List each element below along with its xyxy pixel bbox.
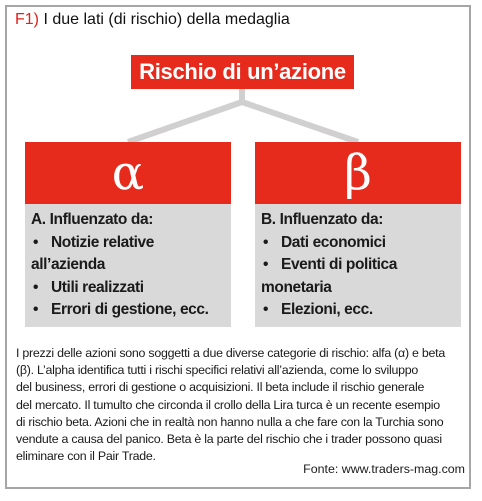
beta-symbol: β	[255, 142, 461, 204]
description-line: I prezzi delle azioni sono soggetti a due diverse categorie di rischio: alfa (α) e beta	[16, 346, 445, 360]
beta-item	[261, 254, 455, 277]
alpha-item	[31, 299, 225, 322]
alpha-item-continuation	[31, 254, 225, 277]
beta-item-text: Dati economici	[281, 233, 386, 251]
bullet: •	[33, 301, 39, 318]
alpha-box	[25, 142, 231, 327]
bullet: •	[263, 233, 269, 251]
beta-list	[261, 232, 455, 322]
beta-item-text: Elezioni, ecc.	[281, 301, 373, 318]
connector-right	[242, 102, 358, 142]
risk-title-box	[131, 55, 354, 89]
beta-item-text: Eventi di politica	[281, 256, 397, 273]
alpha-item-text: all’azienda	[31, 256, 105, 273]
alpha-item-text: Utili realizzati	[51, 278, 144, 296]
bullet: •	[33, 233, 39, 251]
description-line: di rischio beta. Azioni che in realtà non hanno nulla a che fare con la Turchia sono	[16, 414, 444, 429]
description-line: del business, errori di gestione o acquisizioni. Il beta include il rischio generale	[16, 380, 425, 395]
alpha-list	[31, 232, 225, 322]
figure-label: F1)	[15, 11, 39, 28]
description-line: eliminare con il Pair Trade.	[16, 449, 156, 464]
beta-item	[261, 232, 455, 255]
alpha-item-text: Errori di gestione, ecc.	[51, 301, 209, 318]
description-line: del mercato. Il tumulto che circonda il crollo della Lira turca è un recente esempio	[16, 397, 440, 412]
beta-item	[261, 299, 455, 322]
beta-body	[255, 204, 461, 327]
source-credit: Fonte: www.traders-mag.com	[303, 462, 465, 476]
alpha-body	[25, 204, 231, 327]
beta-box	[255, 142, 461, 327]
beta-title: B. Influenzato da:	[261, 211, 383, 228]
bullet: •	[33, 278, 39, 296]
alpha-title: A. Influenzato da:	[31, 211, 153, 228]
alpha-item	[31, 232, 225, 255]
connector-left	[128, 89, 242, 142]
beta-item-text: monetaria	[261, 278, 332, 296]
figure-title: I due lati (di rischio) della medaglia	[43, 11, 290, 28]
bullet: •	[263, 301, 269, 318]
beta-item-continuation	[261, 277, 455, 300]
alpha-symbol: α	[25, 142, 231, 204]
risk-title-text: Rischio di un’azione	[139, 59, 346, 84]
bullet: •	[263, 256, 269, 273]
description-line: (β). L’alpha identifica tutti i rischi specifici relativi all’azienda, come lo sviluppo	[16, 363, 419, 378]
description	[16, 345, 468, 465]
alpha-item	[31, 277, 225, 300]
alpha-item-text: Notizie relative	[51, 233, 155, 251]
description-line: vendute a causa del panico. Beta è la parte del rischio che i trader possono quasi	[16, 432, 442, 447]
